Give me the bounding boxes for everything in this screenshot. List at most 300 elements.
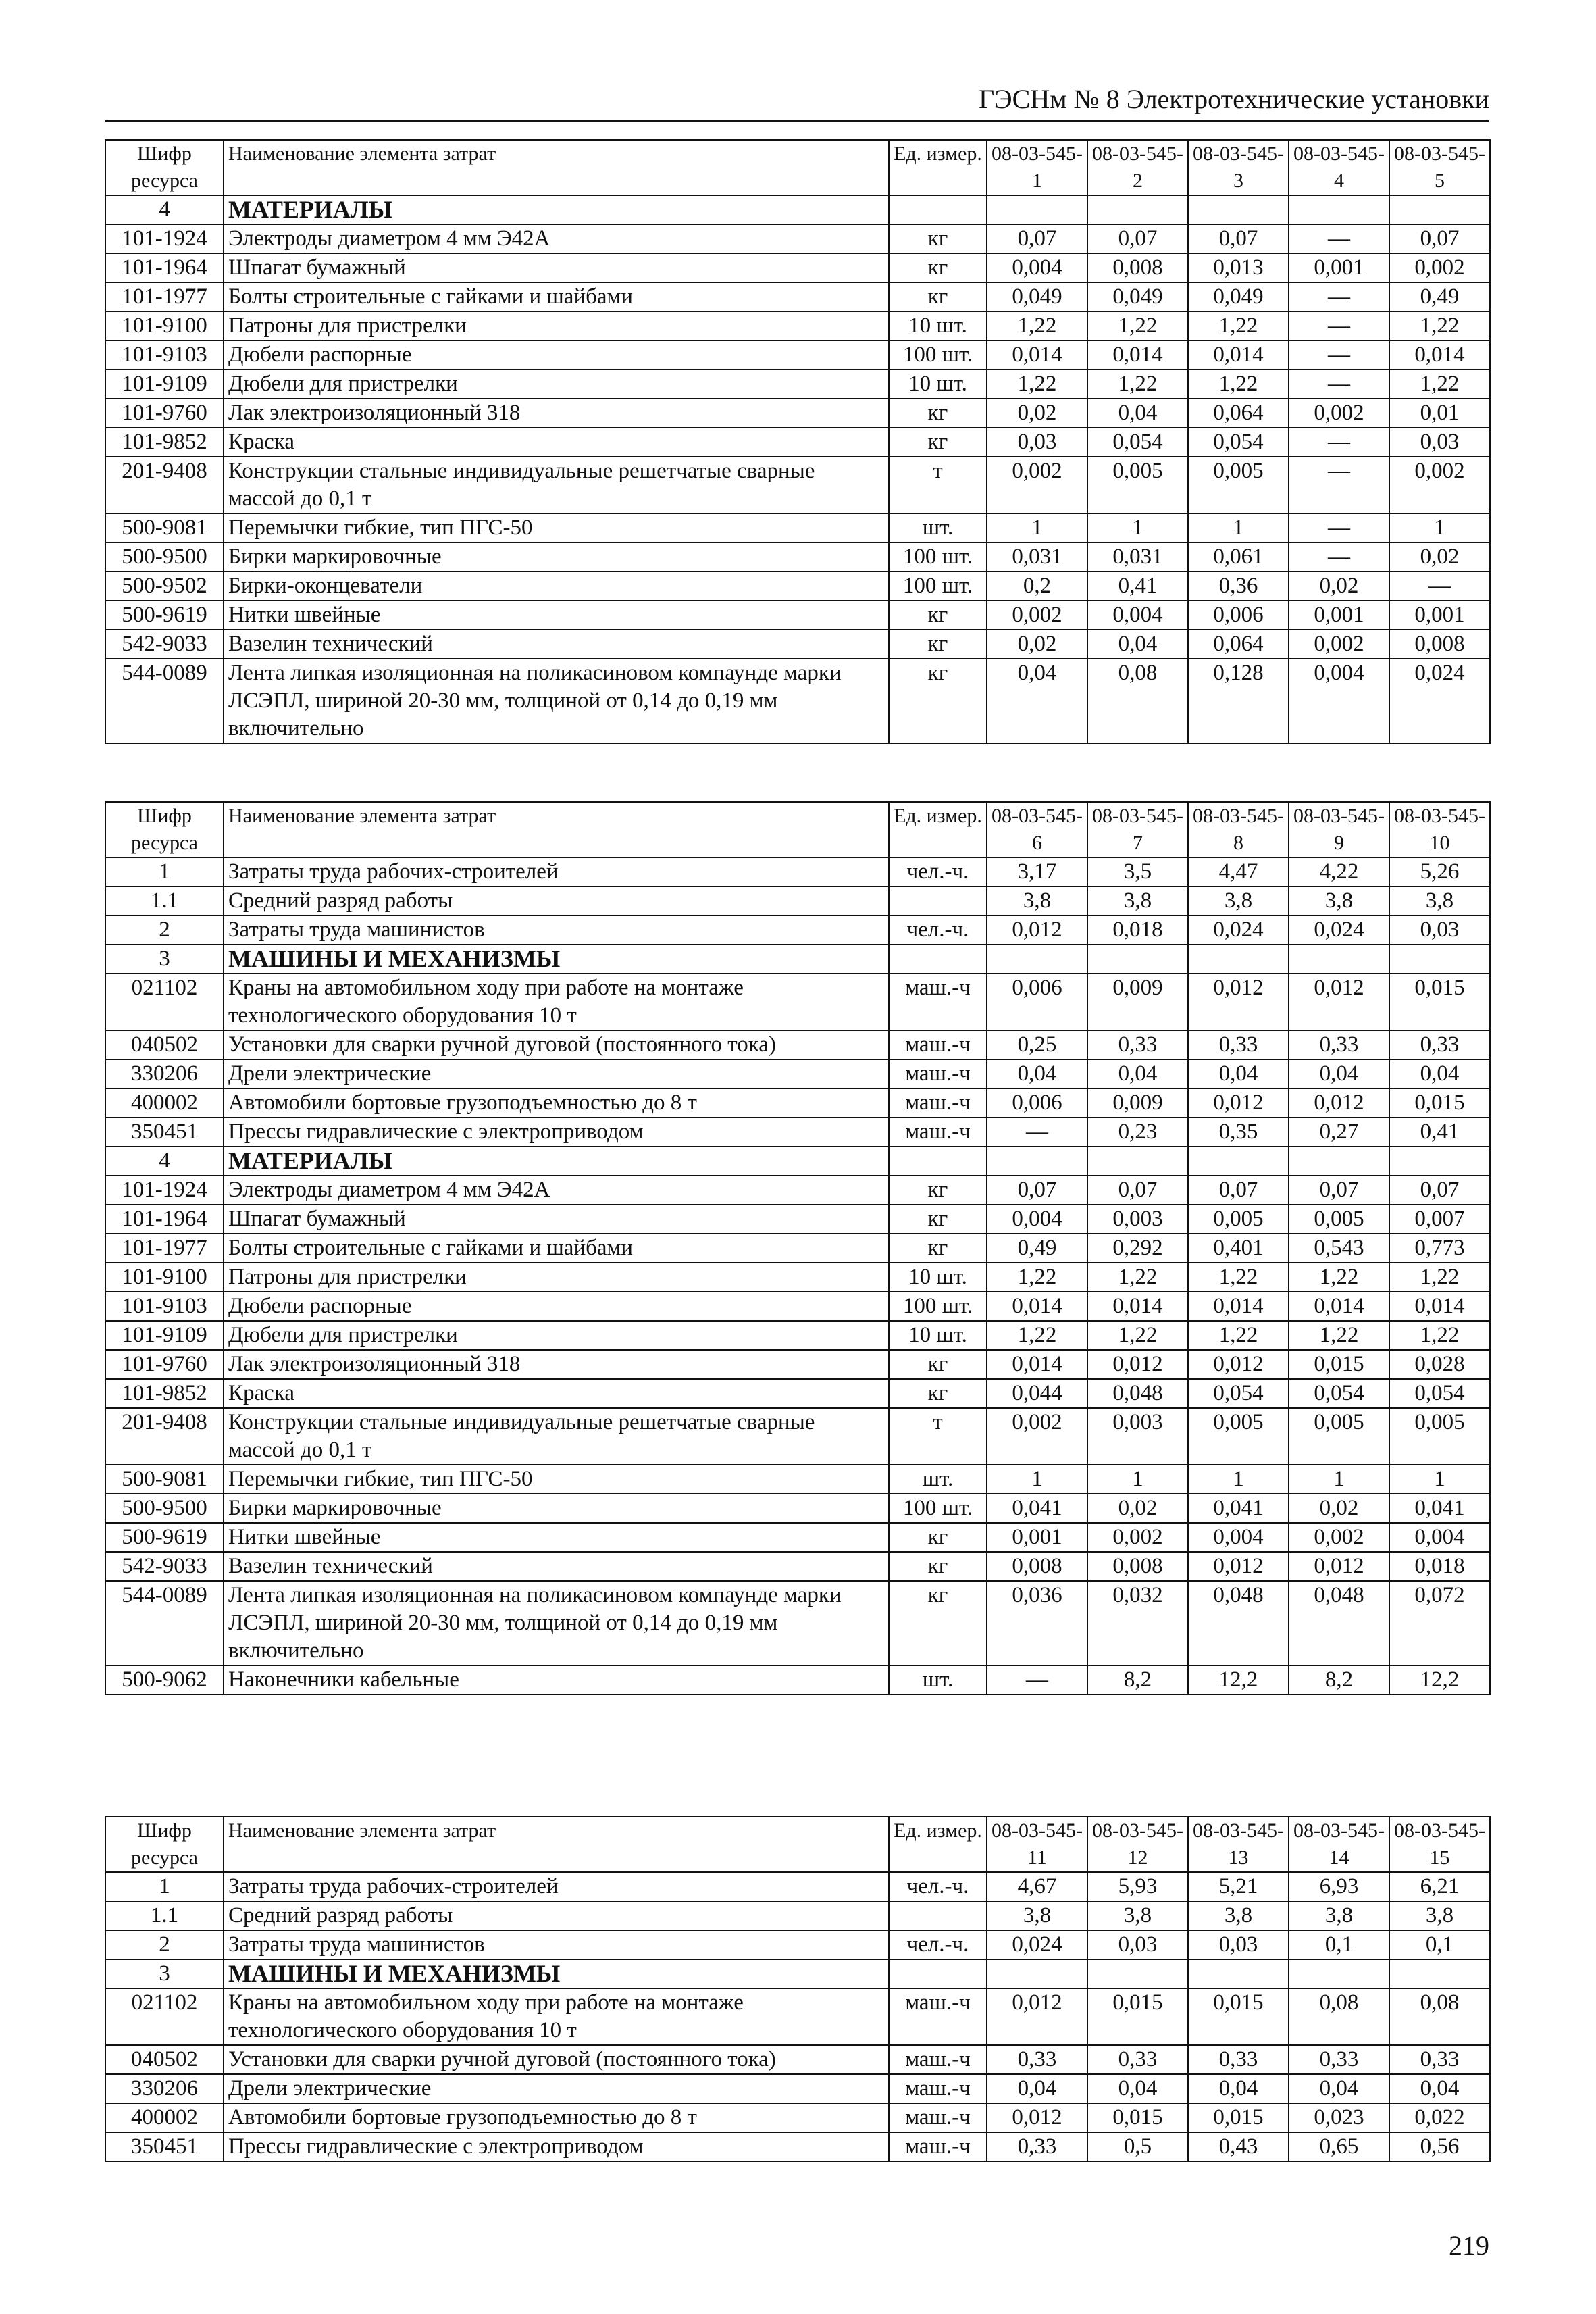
value-cell: 0,018	[1087, 915, 1188, 945]
table-row	[105, 572, 1490, 601]
value-cell: 0,002	[987, 601, 1087, 630]
value-cell: —	[1389, 572, 1490, 601]
value-cell: 1,22	[1389, 311, 1490, 341]
header-name: Наименование элемента затрат	[224, 1817, 889, 1872]
value-cell: 0,01	[1389, 399, 1490, 428]
value-cell: 0,012	[1188, 1552, 1289, 1581]
value-cell: 0,041	[987, 1494, 1087, 1523]
value-cell	[987, 195, 1087, 224]
value-cell: 1,22	[1188, 370, 1289, 399]
resource-code: 500-9062	[105, 1665, 224, 1694]
unit-cell: кг	[889, 659, 987, 743]
value-cell: 0,03	[1389, 915, 1490, 945]
header-title: ГЭСНм № 8 Электротехнические установки	[979, 84, 1489, 114]
value-cell: 3,8	[1087, 886, 1188, 915]
resource-code: 544-0089	[105, 1581, 224, 1665]
value-cell: 0,07	[1188, 224, 1289, 253]
unit-cell: кг	[889, 253, 987, 282]
value-cell	[1389, 1959, 1490, 1988]
unit-cell: кг	[889, 1581, 987, 1665]
unit-cell: кг	[889, 399, 987, 428]
unit-cell: кг	[889, 1379, 987, 1408]
unit-cell: 10 шт.	[889, 311, 987, 341]
resource-name: Электроды диаметром 4 мм Э42А	[224, 224, 889, 253]
value-cell: 0,005	[1188, 1205, 1289, 1234]
header-norm-code: 08-03-545-12	[1087, 1817, 1188, 1872]
table-row	[105, 513, 1490, 543]
value-cell	[1289, 945, 1389, 974]
table-row	[105, 601, 1490, 630]
value-cell: 1,22	[1389, 1321, 1490, 1350]
value-cell: 1,22	[1087, 370, 1188, 399]
resource-code: 1.1	[105, 886, 224, 915]
value-cell: 0,41	[1389, 1117, 1490, 1147]
value-cell: 0,04	[987, 2074, 1087, 2103]
resource-code: 500-9081	[105, 513, 224, 543]
value-cell: 1,22	[1188, 1321, 1289, 1350]
value-cell: —	[1289, 543, 1389, 572]
resource-code: 4	[105, 1147, 224, 1176]
value-cell	[1389, 945, 1490, 974]
value-cell: 0,401	[1188, 1234, 1289, 1263]
value-cell: 0,5	[1087, 2132, 1188, 2161]
resource-name: Затраты труда машинистов	[224, 1930, 889, 1959]
table-row	[105, 543, 1490, 572]
value-cell: 0,08	[1389, 1988, 1490, 2045]
resource-code: 101-9109	[105, 370, 224, 399]
header-norm-code: 08-03-545-14	[1289, 1817, 1389, 1872]
resource-code: 101-1964	[105, 253, 224, 282]
value-cell: 0,014	[987, 1350, 1087, 1379]
unit-cell: кг	[889, 1176, 987, 1205]
value-cell: 0,04	[1289, 2074, 1389, 2103]
resource-code: 330206	[105, 1059, 224, 1088]
resource-code: 500-9619	[105, 1523, 224, 1552]
value-cell	[1389, 1147, 1490, 1176]
value-cell: 0,015	[1087, 2103, 1188, 2132]
resource-name: Средний разряд работы	[224, 886, 889, 915]
value-cell: 0,003	[1087, 1408, 1188, 1465]
value-cell: 0,004	[1389, 1523, 1490, 1552]
unit-cell: 100 шт.	[889, 543, 987, 572]
table-row	[105, 282, 1490, 311]
resource-code: 040502	[105, 2045, 224, 2074]
resource-name: Автомобили бортовые грузоподъемностью до 8 т	[224, 1088, 889, 1117]
value-cell: 0,014	[1188, 1292, 1289, 1321]
section-row	[105, 1959, 1490, 1988]
value-cell: 0,004	[987, 1205, 1087, 1234]
resource-code: 101-9100	[105, 1263, 224, 1292]
value-cell: 3,17	[987, 857, 1087, 886]
unit-cell: чел.-ч.	[889, 1872, 987, 1901]
value-cell: 0,014	[987, 341, 1087, 370]
value-cell: 0,03	[1188, 1930, 1289, 1959]
value-cell: 0,014	[987, 1292, 1087, 1321]
resource-name: Затраты труда машинистов	[224, 915, 889, 945]
value-cell: 4,22	[1289, 857, 1389, 886]
value-cell: 0,04	[1289, 1059, 1389, 1088]
header-unit: Ед. измер.	[889, 1817, 987, 1872]
unit-cell: т	[889, 1408, 987, 1465]
resource-name: Дюбели распорные	[224, 341, 889, 370]
value-cell	[1289, 195, 1389, 224]
value-cell: —	[1289, 457, 1389, 513]
resource-code: 201-9408	[105, 457, 224, 513]
unit-cell: кг	[889, 1234, 987, 1263]
value-cell: 1,22	[987, 311, 1087, 341]
table-row	[105, 1030, 1490, 1059]
resource-code: 2	[105, 1930, 224, 1959]
header-code: Шифр ресурса	[105, 802, 224, 857]
resource-code: 021102	[105, 974, 224, 1030]
resource-code: 101-9852	[105, 1379, 224, 1408]
value-cell: 0,024	[1289, 915, 1389, 945]
value-cell: 0,012	[987, 1988, 1087, 2045]
resource-code: 101-9109	[105, 1321, 224, 1350]
resource-code: 201-9408	[105, 1408, 224, 1465]
value-cell: 0,054	[1188, 1379, 1289, 1408]
value-cell: 0,25	[987, 1030, 1087, 1059]
value-cell: 0,002	[1289, 630, 1389, 659]
resource-code: 542-9033	[105, 630, 224, 659]
resource-table-2	[105, 801, 1491, 1695]
value-cell: 3,8	[1289, 1901, 1389, 1930]
table-row	[105, 630, 1490, 659]
resource-code: 500-9500	[105, 543, 224, 572]
value-cell: 0,33	[987, 2045, 1087, 2074]
value-cell: 0,07	[987, 224, 1087, 253]
value-cell: 0,013	[1188, 253, 1289, 282]
value-cell: 0,006	[987, 1088, 1087, 1117]
value-cell: 0,012	[1289, 1088, 1389, 1117]
unit-cell: кг	[889, 282, 987, 311]
resource-code: 101-9100	[105, 311, 224, 341]
value-cell: 0,015	[1188, 1988, 1289, 2045]
resource-code: 101-9103	[105, 341, 224, 370]
value-cell: 0,02	[987, 399, 1087, 428]
value-cell	[1188, 945, 1289, 974]
resource-code: 101-9760	[105, 399, 224, 428]
table-row	[105, 974, 1490, 1030]
value-cell: 0,014	[1188, 341, 1289, 370]
value-cell: 0,012	[1289, 974, 1389, 1030]
resource-name: Установки для сварки ручной дуговой (постоянного тока)	[224, 1030, 889, 1059]
value-cell: 0,49	[987, 1234, 1087, 1263]
value-cell: 0,002	[1389, 457, 1490, 513]
value-cell: 0,015	[1389, 1088, 1490, 1117]
value-cell: 0,33	[1289, 1030, 1389, 1059]
value-cell: 0,054	[1188, 428, 1289, 457]
unit-cell: 100 шт.	[889, 341, 987, 370]
value-cell: 0,048	[1087, 1379, 1188, 1408]
table-row	[105, 1930, 1490, 1959]
resource-code: 500-9500	[105, 1494, 224, 1523]
running-header	[105, 73, 1489, 122]
resource-name: Нитки швейные	[224, 1523, 889, 1552]
resource-code: 101-1977	[105, 1234, 224, 1263]
resource-code: 350451	[105, 1117, 224, 1147]
unit-cell	[889, 945, 987, 974]
value-cell: 0,03	[1087, 1930, 1188, 1959]
resource-name: Затраты труда рабочих-строителей	[224, 1872, 889, 1901]
resource-code: 021102	[105, 1988, 224, 2045]
table-row	[105, 659, 1490, 743]
value-cell: 0,07	[987, 1176, 1087, 1205]
value-cell: —	[1289, 513, 1389, 543]
resource-name: Автомобили бортовые грузоподъемностью до 8 т	[224, 2103, 889, 2132]
resource-code: 544-0089	[105, 659, 224, 743]
value-cell: 0,04	[1087, 399, 1188, 428]
table-row	[105, 1901, 1490, 1930]
resource-code: 101-9103	[105, 1292, 224, 1321]
value-cell: 0,36	[1188, 572, 1289, 601]
value-cell	[1087, 1959, 1188, 1988]
value-cell: 0,014	[1087, 1292, 1188, 1321]
resource-name: Дюбели для пристрелки	[224, 1321, 889, 1350]
value-cell: 0,04	[1188, 2074, 1289, 2103]
value-cell: 0,014	[1087, 341, 1188, 370]
value-cell: 1,22	[987, 1263, 1087, 1292]
value-cell: 0,041	[1188, 1494, 1289, 1523]
table-header-row	[105, 140, 1490, 195]
value-cell: 5,21	[1188, 1872, 1289, 1901]
resource-name: Перемычки гибкие, тип ПГС-50	[224, 1465, 889, 1494]
unit-cell: маш.-ч	[889, 2074, 987, 2103]
value-cell	[1289, 1147, 1389, 1176]
resource-name: Затраты труда рабочих-строителей	[224, 857, 889, 886]
value-cell: 0,007	[1389, 1205, 1490, 1234]
resource-name: Бирки маркировочные	[224, 543, 889, 572]
unit-cell	[889, 195, 987, 224]
resource-name: Дрели электрические	[224, 1059, 889, 1088]
value-cell: 1	[1188, 1465, 1289, 1494]
value-cell: 0,012	[1188, 1350, 1289, 1379]
resource-name: Бирки маркировочные	[224, 1494, 889, 1523]
resource-code: 101-1924	[105, 224, 224, 253]
value-cell	[1188, 1147, 1289, 1176]
table-row	[105, 915, 1490, 945]
unit-cell: 100 шт.	[889, 1292, 987, 1321]
value-cell: 1,22	[1389, 1263, 1490, 1292]
value-cell: 6,93	[1289, 1872, 1389, 1901]
value-cell: 0,43	[1188, 2132, 1289, 2161]
value-cell: 0,04	[1087, 630, 1188, 659]
unit-cell: маш.-ч	[889, 974, 987, 1030]
table-row	[105, 2132, 1490, 2161]
value-cell: 0,012	[987, 2103, 1087, 2132]
resource-name: МАТЕРИАЛЫ	[224, 1147, 889, 1176]
value-cell: 0,008	[1087, 1552, 1188, 1581]
resource-name: Шпагат бумажный	[224, 253, 889, 282]
value-cell: —	[987, 1665, 1087, 1694]
unit-cell: маш.-ч	[889, 2103, 987, 2132]
resource-name: МАШИНЫ И МЕХАНИЗМЫ	[224, 945, 889, 974]
resource-name: Лак электроизоляционный 318	[224, 399, 889, 428]
table-row	[105, 857, 1490, 886]
resource-name: Вазелин технический	[224, 630, 889, 659]
value-cell: —	[1289, 370, 1389, 399]
value-cell: 8,2	[1087, 1665, 1188, 1694]
unit-cell: маш.-ч	[889, 1059, 987, 1088]
value-cell: 0,044	[987, 1379, 1087, 1408]
header-norm-code: 08-03-545-4	[1289, 140, 1389, 195]
resource-code: 4	[105, 195, 224, 224]
table-row	[105, 1088, 1490, 1117]
value-cell: 0,27	[1289, 1117, 1389, 1147]
resource-name: Конструкции стальные индивидуальные решетчатые сварные массой до 0,1 т	[224, 1408, 889, 1465]
value-cell: 1,22	[987, 1321, 1087, 1350]
value-cell: 0,061	[1188, 543, 1289, 572]
table-row	[105, 2074, 1490, 2103]
header-unit: Ед. измер.	[889, 140, 987, 195]
table-row	[105, 1234, 1490, 1263]
value-cell	[1087, 195, 1188, 224]
unit-cell: чел.-ч.	[889, 1930, 987, 1959]
header-norm-code: 08-03-545-10	[1389, 802, 1490, 857]
value-cell: 1,22	[1188, 1263, 1289, 1292]
value-cell: 0,008	[1087, 253, 1188, 282]
unit-cell: маш.-ч	[889, 2045, 987, 2074]
value-cell: 0,02	[1389, 543, 1490, 572]
unit-cell: 100 шт.	[889, 1494, 987, 1523]
value-cell: 0,41	[1087, 572, 1188, 601]
resource-code: 101-1924	[105, 1176, 224, 1205]
table-row	[105, 1581, 1490, 1665]
value-cell: 12,2	[1188, 1665, 1289, 1694]
value-cell: 0,024	[1188, 915, 1289, 945]
unit-cell: кг	[889, 1205, 987, 1234]
value-cell	[987, 945, 1087, 974]
value-cell: 0,028	[1389, 1350, 1490, 1379]
table-row	[105, 2045, 1490, 2074]
table-row	[105, 457, 1490, 513]
value-cell: 0,773	[1389, 1234, 1490, 1263]
value-cell: 0,08	[1087, 659, 1188, 743]
value-cell: 0,023	[1289, 2103, 1389, 2132]
unit-cell: 10 шт.	[889, 1321, 987, 1350]
resource-name: Краска	[224, 1379, 889, 1408]
resource-name: Прессы гидравлические с электроприводом	[224, 2132, 889, 2161]
value-cell: 0,049	[987, 282, 1087, 311]
header-norm-code: 08-03-545-6	[987, 802, 1087, 857]
resource-code: 101-1977	[105, 282, 224, 311]
value-cell: —	[1289, 282, 1389, 311]
resource-code: 3	[105, 1959, 224, 1988]
value-cell: 0,022	[1389, 2103, 1490, 2132]
value-cell: 0,014	[1289, 1292, 1389, 1321]
resource-code: 500-9081	[105, 1465, 224, 1494]
value-cell: 0,012	[987, 915, 1087, 945]
value-cell: 0,049	[1188, 282, 1289, 311]
value-cell: 0,02	[1289, 572, 1389, 601]
value-cell: 3,5	[1087, 857, 1188, 886]
value-cell: 0,015	[1389, 974, 1490, 1030]
resource-name: Болты строительные с гайками и шайбами	[224, 1234, 889, 1263]
value-cell: 0,07	[1389, 1176, 1490, 1205]
unit-cell: маш.-ч	[889, 1988, 987, 2045]
resource-code: 2	[105, 915, 224, 945]
table-row	[105, 1321, 1490, 1350]
table-row	[105, 1059, 1490, 1088]
section-row	[105, 945, 1490, 974]
resource-code: 500-9502	[105, 572, 224, 601]
value-cell	[1289, 1959, 1389, 1988]
value-cell: —	[987, 1117, 1087, 1147]
value-cell: 0,04	[987, 659, 1087, 743]
resource-name: Электроды диаметром 4 мм Э42А	[224, 1176, 889, 1205]
value-cell: 0,35	[1188, 1117, 1289, 1147]
value-cell: 1	[987, 1465, 1087, 1494]
resource-name: Нитки швейные	[224, 601, 889, 630]
resource-code: 1	[105, 1872, 224, 1901]
value-cell: 0,02	[987, 630, 1087, 659]
value-cell: 0,054	[1087, 428, 1188, 457]
resource-code: 101-9852	[105, 428, 224, 457]
resource-name: Средний разряд работы	[224, 1901, 889, 1930]
value-cell: 1	[1087, 1465, 1188, 1494]
value-cell: 0,012	[1289, 1552, 1389, 1581]
table-header-row	[105, 1817, 1490, 1872]
resource-name: Лак электроизоляционный 318	[224, 1350, 889, 1379]
header-norm-code: 08-03-545-13	[1188, 1817, 1289, 1872]
value-cell	[987, 1959, 1087, 1988]
value-cell: 0,543	[1289, 1234, 1389, 1263]
value-cell: 0,031	[1087, 543, 1188, 572]
resource-name: МАШИНЫ И МЕХАНИЗМЫ	[224, 1959, 889, 1988]
table-row	[105, 1523, 1490, 1552]
resource-name: Патроны для пристрелки	[224, 1263, 889, 1292]
resource-code: 1.1	[105, 1901, 224, 1930]
header-norm-code: 08-03-545-9	[1289, 802, 1389, 857]
unit-cell: кг	[889, 601, 987, 630]
resource-name: Лента липкая изоляционная на поликасиновом компаунде марки ЛСЭПЛ, шириной 20-30 мм, толщиной от 0,14 до 0,19 мм включительно	[224, 1581, 889, 1665]
value-cell: 0,07	[1389, 224, 1490, 253]
value-cell: 1,22	[1188, 311, 1289, 341]
value-cell: —	[1289, 341, 1389, 370]
value-cell: 6,21	[1389, 1872, 1490, 1901]
value-cell: 0,015	[1087, 1988, 1188, 2045]
value-cell: —	[1289, 311, 1389, 341]
table-row	[105, 428, 1490, 457]
resource-name: Краны на автомобильном ходу при работе на монтаже технологического оборудования 10 т	[224, 974, 889, 1030]
unit-cell	[889, 1901, 987, 1930]
value-cell: 1,22	[987, 370, 1087, 399]
value-cell: 0,292	[1087, 1234, 1188, 1263]
resource-name: Краны на автомобильном ходу при работе на монтаже технологического оборудования 10 т	[224, 1988, 889, 2045]
value-cell: 4,67	[987, 1872, 1087, 1901]
value-cell: 0,054	[1289, 1379, 1389, 1408]
header-norm-code: 08-03-545-7	[1087, 802, 1188, 857]
resource-code: 330206	[105, 2074, 224, 2103]
value-cell: 0,009	[1087, 974, 1188, 1030]
value-cell: 0,004	[1289, 659, 1389, 743]
unit-cell: т	[889, 457, 987, 513]
value-cell: 0,005	[1389, 1408, 1490, 1465]
value-cell: 1,22	[1087, 311, 1188, 341]
value-cell: 0,031	[987, 543, 1087, 572]
value-cell: 0,012	[1188, 974, 1289, 1030]
value-cell: 3,8	[987, 886, 1087, 915]
resource-name: Дюбели для пристрелки	[224, 370, 889, 399]
unit-cell: кг	[889, 224, 987, 253]
unit-cell: чел.-ч.	[889, 915, 987, 945]
value-cell: 0,012	[1087, 1350, 1188, 1379]
header-norm-code: 08-03-545-8	[1188, 802, 1289, 857]
value-cell: 0,04	[1188, 1059, 1289, 1088]
resource-code: 3	[105, 945, 224, 974]
value-cell: 1	[1087, 513, 1188, 543]
value-cell: 0,018	[1389, 1552, 1490, 1581]
